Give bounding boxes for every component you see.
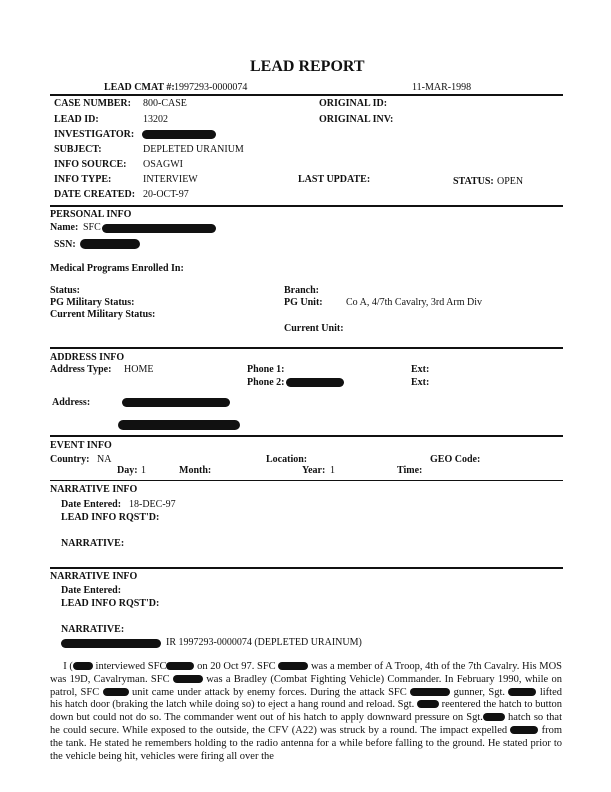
pg-unit: Co A, 4/7th Cavalry, 3rd Arm Div xyxy=(346,297,483,308)
divider xyxy=(50,94,563,96)
divider xyxy=(50,205,563,207)
address-type-label: Address Type: xyxy=(50,364,112,375)
divider xyxy=(50,567,563,569)
subject: DEPLETED URANIUM xyxy=(143,144,244,155)
month-label: Month: xyxy=(179,465,212,476)
narrative-text: hatch so that he could secure. While exposed to the outside, the CFV (A22) was struck by a round. The impact expelled xyxy=(50,712,562,736)
current-unit-label: Current Unit: xyxy=(284,323,344,334)
info-source-label: INFO SOURCE: xyxy=(54,159,127,170)
lead-id-label: LEAD ID: xyxy=(54,114,99,125)
narrative-text: was a member of A Troop, 4th of the 7th Cavalry. His MOS was 19D, Cavalryman. SFC xyxy=(50,661,563,685)
subject-label: SUBJECT: xyxy=(54,144,102,155)
current-military-status-label: Current Military Status: xyxy=(50,309,156,320)
redaction xyxy=(483,713,505,721)
narrative-label: NARRATIVE: xyxy=(61,538,125,549)
date-entered-label: Date Entered: xyxy=(61,499,122,510)
narrative-info-heading: NARRATIVE INFO xyxy=(50,571,138,582)
year: 1 xyxy=(330,465,335,476)
name-label: Name: xyxy=(50,222,79,233)
original-inv-label: ORIGINAL INV: xyxy=(319,114,394,125)
divider xyxy=(50,347,563,349)
redaction xyxy=(166,662,194,670)
redaction xyxy=(173,675,203,683)
redaction xyxy=(103,688,129,696)
narrative-text: lifted his hatch door (braking the latch while doing so) to eject a hang round and reload. Sgt. xyxy=(50,686,562,711)
redaction xyxy=(73,662,93,670)
pg-unit-label: PG Unit: xyxy=(284,297,323,308)
address-type: HOME xyxy=(124,364,154,375)
ext2-label: Ext: xyxy=(411,377,430,388)
medical-programs-label: Medical Programs Enrolled In: xyxy=(50,263,184,274)
info-type-label: INFO TYPE: xyxy=(54,174,112,185)
redaction xyxy=(510,726,538,734)
address-label: Address: xyxy=(52,397,91,408)
personal-info-heading: PERSONAL INFO xyxy=(50,209,132,220)
date-created-label: DATE CREATED: xyxy=(54,189,136,200)
phone1-label: Phone 1: xyxy=(247,364,285,375)
date-entered: 18-DEC-97 xyxy=(129,499,176,510)
event-info-heading: EVENT INFO xyxy=(50,440,112,451)
redaction xyxy=(508,688,536,696)
narrative-text: interviewed SFC xyxy=(92,661,167,672)
report-date: 11-MAR-1998 xyxy=(412,82,472,93)
last-update-label: LAST UPDATE: xyxy=(298,174,371,185)
narrative-text: on 20 Oct 97. SFC xyxy=(194,661,279,672)
redaction xyxy=(410,688,450,696)
page-title: LEAD REPORT xyxy=(250,58,365,75)
ir-reference: IR 1997293-0000074 (DEPLETED URAINUM) xyxy=(166,637,362,648)
status-value: OPEN xyxy=(497,176,524,187)
redaction xyxy=(142,130,216,139)
narrative-label: NARRATIVE: xyxy=(61,624,125,635)
redaction xyxy=(417,700,439,708)
lead-cmat-label: LEAD CMAT #: xyxy=(104,82,175,93)
redaction xyxy=(278,662,308,670)
location-label: Location: xyxy=(266,454,308,465)
narrative-text: was a Bradley (Combat Fighting Vehicle) Commander. In February 1990, while on patrol, SFC xyxy=(50,673,562,698)
narrative-text: unit came under attack by enemy forces. During the attack SFC xyxy=(128,686,411,698)
year-label: Year: xyxy=(302,465,326,476)
pg-military-status-label: PG Military Status: xyxy=(50,297,135,308)
case-number-label: CASE NUMBER: xyxy=(54,98,131,109)
redaction xyxy=(286,378,344,387)
ext1-label: Ext: xyxy=(411,364,430,375)
info-type: INTERVIEW xyxy=(143,174,198,185)
redaction xyxy=(80,239,140,249)
country: NA xyxy=(97,454,112,465)
narrative-info-heading: NARRATIVE INFO xyxy=(50,484,138,495)
narrative-text: from the tank. He stated he remembers holding to the radio antenna for a while before falling to the ground. He stated prior to the vehicle being hit, vehicles were firing all over the xyxy=(50,724,562,762)
date-created: 20-OCT-97 xyxy=(143,189,189,200)
day: 1 xyxy=(141,465,146,476)
case-number: 800-CASE xyxy=(143,98,187,109)
name-prefix: SFC xyxy=(83,222,101,233)
divider xyxy=(50,435,563,437)
geo-code-label: GEO Code: xyxy=(430,454,481,465)
narrative-text: reentered the hatch to button down but could not do so. The commander went out of his hatch to apply downward pressure on Sgt. xyxy=(50,699,562,724)
branch-label: Branch: xyxy=(284,285,319,296)
lead-info-rqstd-label: LEAD INFO RQST'D: xyxy=(61,598,160,609)
divider xyxy=(50,480,563,481)
original-id-label: ORIGINAL ID: xyxy=(319,98,388,109)
country-label: Country: xyxy=(50,454,90,465)
info-source: OSAGWI xyxy=(143,159,183,170)
redaction xyxy=(118,420,240,430)
narrative-text: I ( xyxy=(63,661,73,672)
phone2-label: Phone 2: xyxy=(247,377,285,388)
status-field-label: Status: xyxy=(50,285,81,296)
lead-id: 13202 xyxy=(143,114,168,125)
redaction xyxy=(122,398,230,407)
narrative-body xyxy=(50,661,562,763)
narrative-text: gunner, Sgt. xyxy=(450,686,509,698)
date-entered-label: Date Entered: xyxy=(61,585,122,596)
investigator-label: INVESTIGATOR: xyxy=(54,129,135,140)
lead-info-rqstd-label: LEAD INFO RQST'D: xyxy=(61,512,160,523)
ssn-label: SSN: xyxy=(54,239,76,250)
lead-cmat-value: 1997293-0000074 xyxy=(174,82,248,93)
address-info-heading: ADDRESS INFO xyxy=(50,352,125,363)
redaction xyxy=(102,224,216,233)
status-label: STATUS: xyxy=(453,176,494,187)
redaction xyxy=(61,639,161,648)
day-label: Day: xyxy=(117,465,138,476)
time-label: Time: xyxy=(397,465,423,476)
